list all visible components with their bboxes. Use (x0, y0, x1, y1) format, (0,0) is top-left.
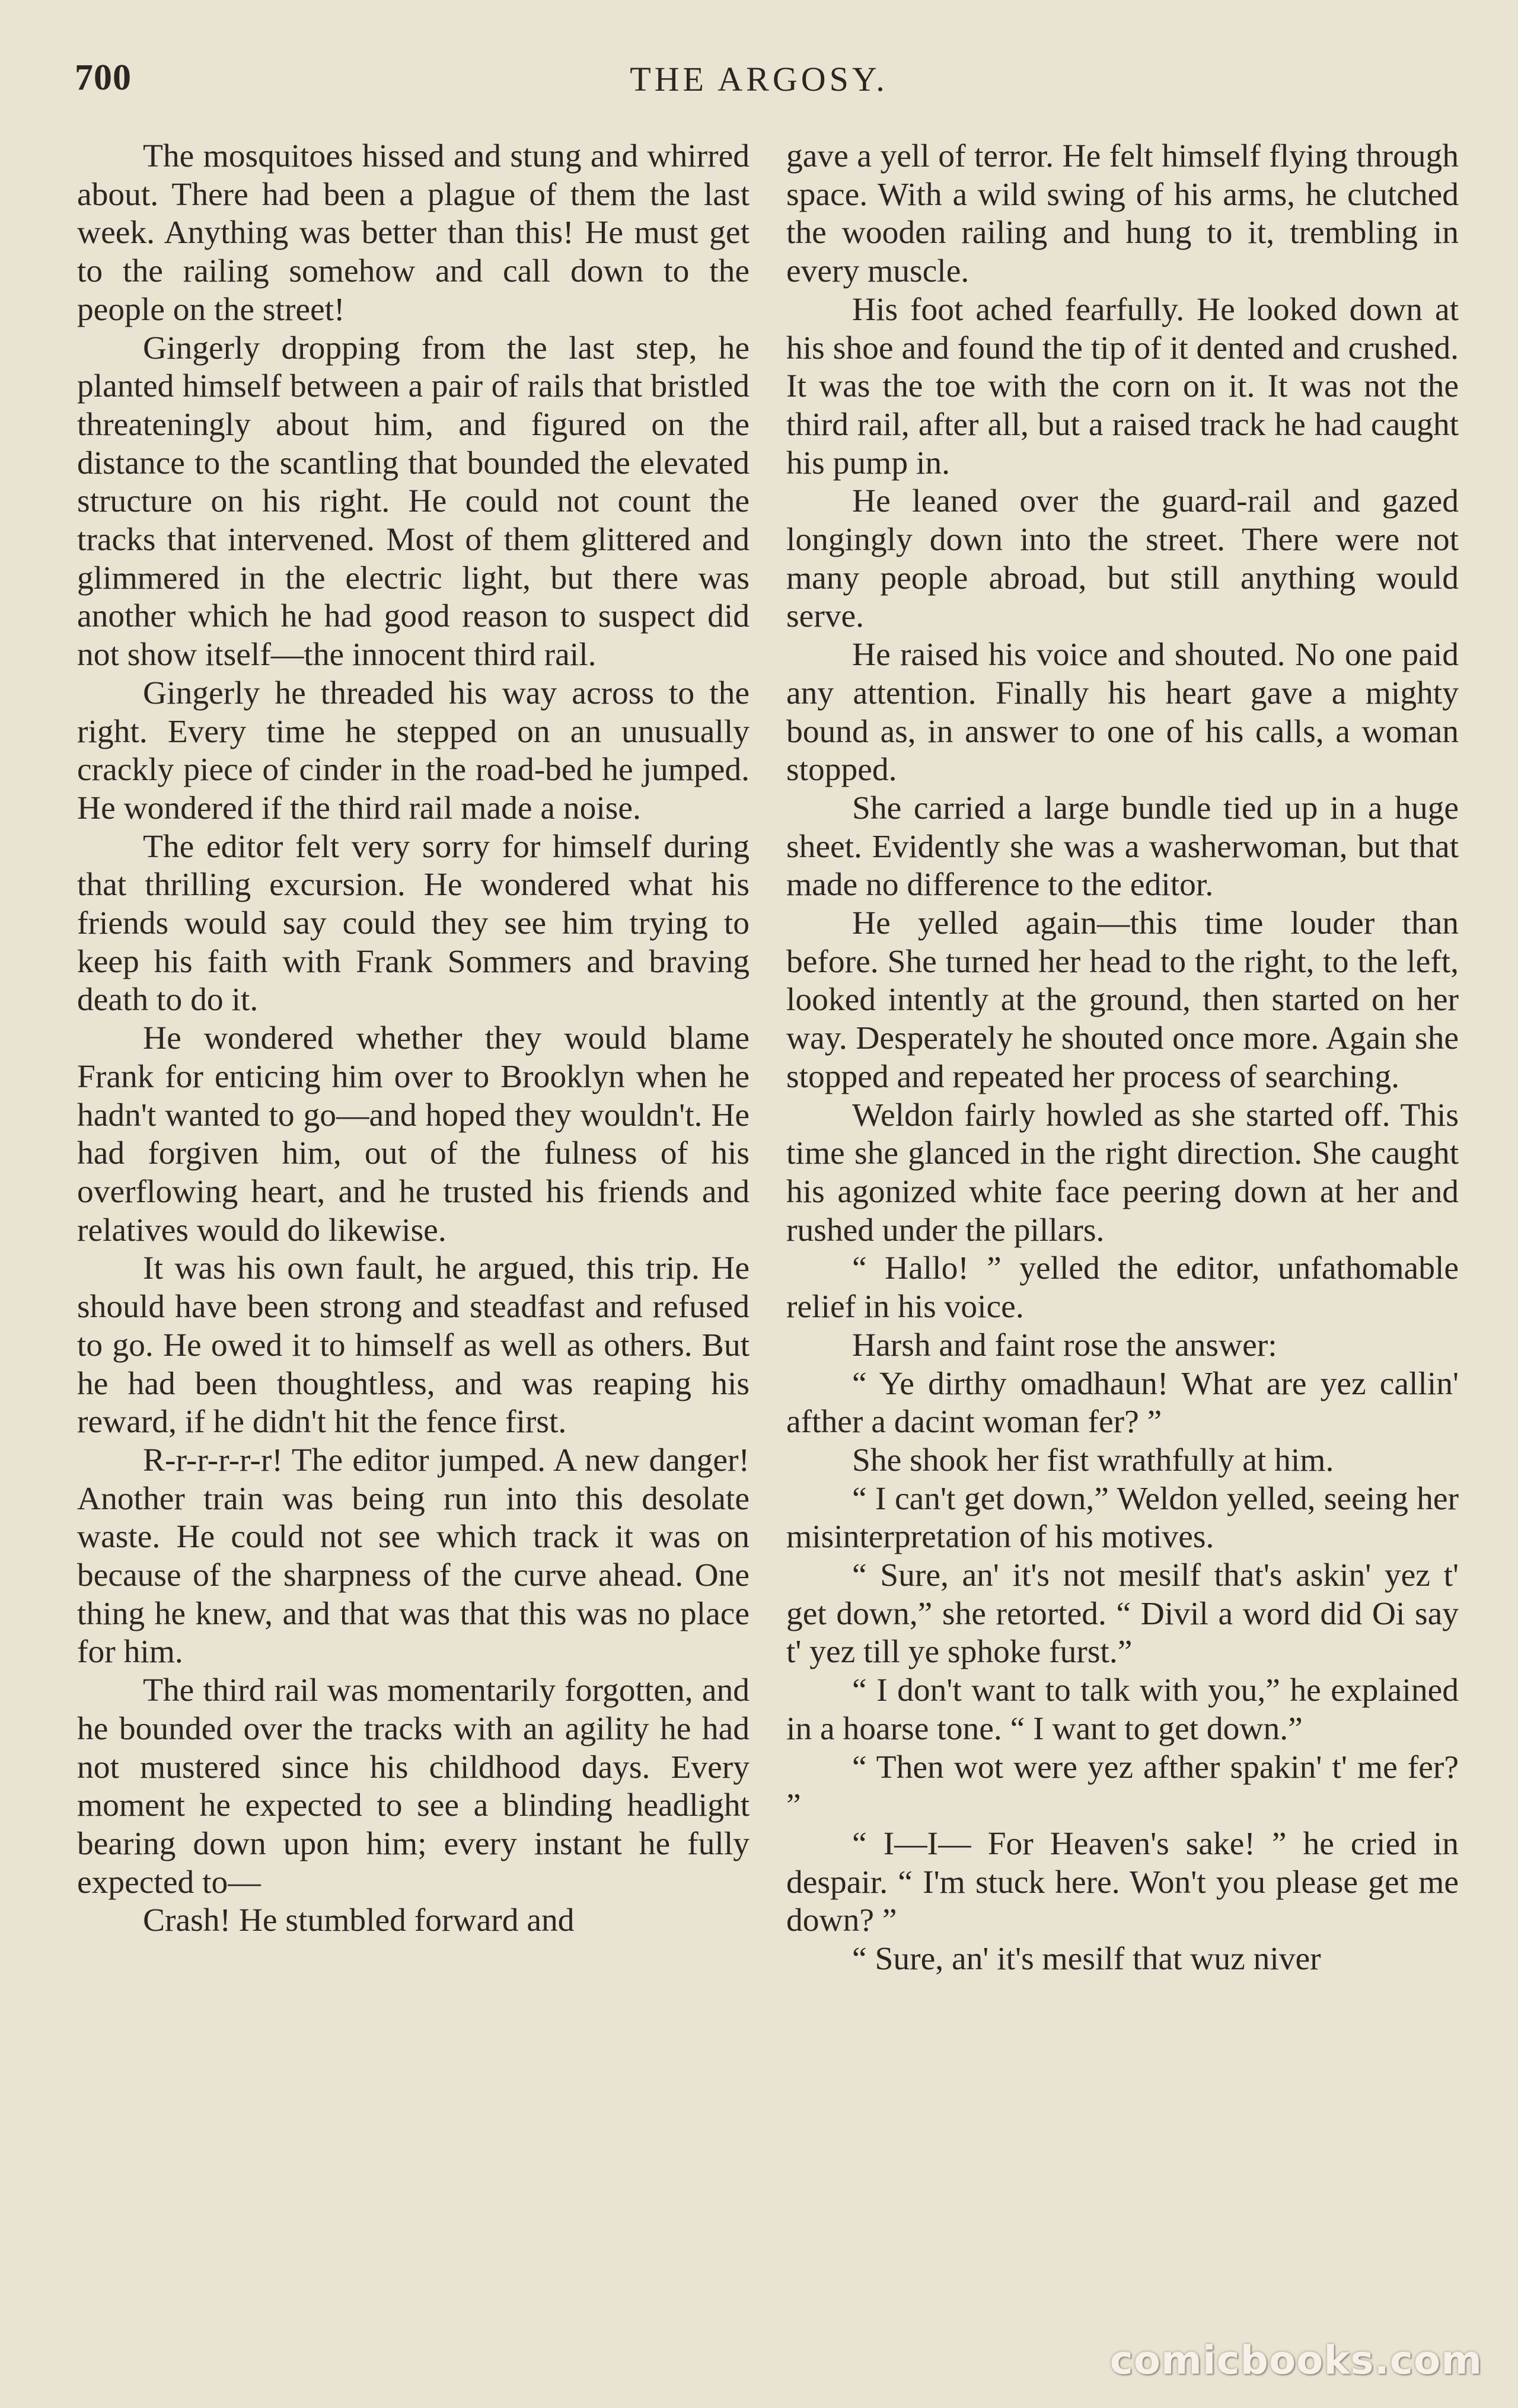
paragraph: He wondered whether they would blame Frank for enticing him over to Brooklyn when he hadn't wanted to go—and hoped they wouldn't. He had forgiven him, out of the fulness of his overflowing heart, and he trusted his friends and relatives would do likewise. (77, 1020, 750, 1248)
paragraph: The editor felt very sorry for himself during that thrilling excursion. He wondered what his friends would say could they see him trying to keep his faith with Frank Sommers and braving death to do it. (77, 828, 750, 1018)
running-title: THE ARGOSY. (630, 60, 888, 98)
page-header (75, 57, 1443, 110)
paragraph: “ I don't want to talk with you,” he explained in a hoarse tone. “ I want to get down.” (786, 1672, 1459, 1747)
paragraph: “ I—I— For Heaven's sake! ” he cried in despair. “ I'm stuck here. Won't you please get me down? ” (786, 1825, 1459, 1939)
paragraph: His foot ached fearfully. He looked down at his shoe and found the tip of it dented and crushed. It was the toe with the corn on it. It was not the third rail, after all, but a raised track he had caught his pump in. (786, 291, 1459, 481)
paragraph: She carried a large bundle tied up in a huge sheet. Evidently she was a washerwoman, but that made no difference to the editor. (786, 790, 1459, 903)
paragraph: Gingerly he threaded his way across to the right. Every time he stepped on an unusually crackly piece of cinder in the road-bed he jumped. He wondered if the third rail made a noise. (77, 675, 750, 826)
paragraph: He leaned over the guard-rail and gazed longingly down into the street. There were not many people abroad, but still anything would serve. (786, 483, 1459, 635)
paragraph: R-r-r-r-r-r! The editor jumped. A new danger! Another train was being run into this desolate waste. He could not see which track it was on because of the sharpness of the curve ahead. One thing he knew, and that was that this was no place for him. (77, 1442, 750, 1671)
right-column (786, 138, 1459, 1979)
paragraph: “ Sure, an' it's mesilf that wuz niver (852, 1941, 1321, 1978)
paragraph: “ Hallo! ” yelled the editor, unfathomable relief in his voice. (786, 1250, 1459, 1326)
paragraph: Gingerly dropping from the last step, he planted himself between a pair of rails that bristled threateningly about him, and figured on the distance to the scantling that bounded the elevated structure on his right. He could not count the tracks that intervened. Most of them glittered and glimmered in the electric light, but there was another which he had good reason to suspect did not show itself—the innocent third rail. (77, 330, 750, 673)
paragraph: gave a yell of terror. He felt himself flying through space. With a wild swing of his arms, he clutched the wooden railing and hung to it, trembling in every muscle. (786, 138, 1459, 290)
paragraph: “ Ye dirthy omadhaun! What are yez callin' afther a dacint woman fer? ” (786, 1365, 1459, 1441)
paragraph: “ Sure, an' it's not mesilf that's askin' yez t' get down,” she retorted. “ Divil a word did Oi say t' yez till ye sphoke furst.” (786, 1557, 1459, 1671)
paragraph: She shook her fist wrathfully at him. (852, 1442, 1334, 1478)
paragraph: The mosquitoes hissed and stung and whirred about. There had been a plague of them the last week. Anything was better than this! He must get to the railing somehow and call down to the people on the street! (77, 138, 750, 328)
paragraph: “ Then wot were yez afther spakin' t' me fer? ” (786, 1749, 1459, 1824)
watermark: comicbooks.com (1109, 2337, 1482, 2383)
paragraph: Crash! He stumbled forward and (143, 1902, 575, 1939)
paragraph: The third rail was momentarily forgotten, and he bounded over the tracks with an agility he had not mustered since his childhood days. Every moment he expected to see a blinding headlight bearing down upon him; every instant he fully expected to— (77, 1672, 750, 1901)
paragraph: Weldon fairly howled as she started off. This time she glanced in the right direction. She caught his agonized white face peering down at her and rushed under the pillars. (786, 1097, 1459, 1248)
paragraph: It was his own fault, he argued, this trip. He should have been strong and steadfast and refused to go. He owed it to himself as well as others. But he had been thoughtless, and was reaping his reward, if he didn't hit the fence first. (77, 1250, 750, 1441)
paragraph: “ I can't get down,” Weldon yelled, seeing her misinterpretation of his motives. (786, 1480, 1459, 1556)
paragraph: Harsh and faint rose the answer: (852, 1327, 1277, 1363)
paragraph: He raised his voice and shouted. No one paid any attention. Finally his heart gave a mighty bound as, in answer to one of his calls, a woman stopped. (786, 637, 1459, 788)
left-column (77, 138, 750, 1940)
page-number: 700 (75, 58, 132, 98)
paragraph: He yelled again—this time louder than before. She turned her head to the right, to the left, looked intently at the ground, then started on her way. Desperately he shouted once more. Again she stopped and repeated her process of searching. (786, 905, 1459, 1095)
